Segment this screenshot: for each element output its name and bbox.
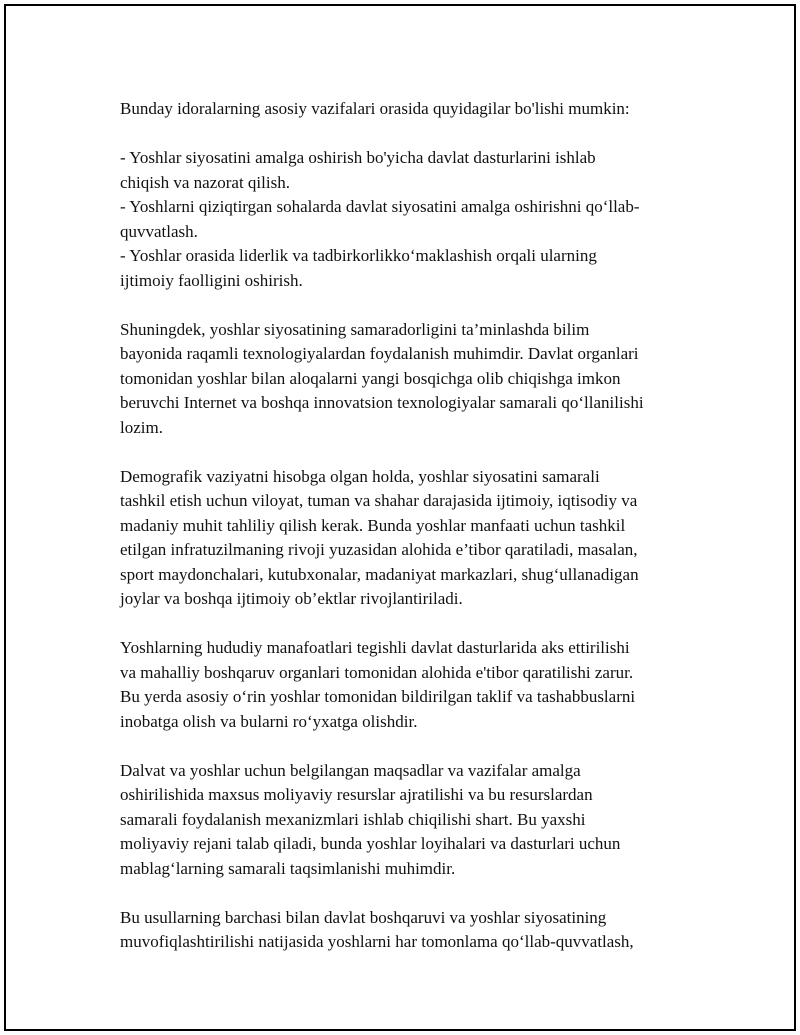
text-line: Yoshlarning hududiy manafoatlari tegishli davlat dasturlarida aks ettirilishi [120,638,630,657]
text-line: oshirilishida maxsus moliyaviy resurslar ajratilishi va bu resurslardan [120,785,593,804]
text-line: madaniy muhit tahliliy qilish kerak. Bunda yoshlar manfaati uchun tashkil [120,515,626,535]
text-line: joylar va boshqa ijtimoiy ob’ektlar rivojlantiriladi. [120,589,463,608]
paragraph-conclusion [120,906,700,955]
document-page [4,4,796,1031]
text-line: inobatga olish va bularni ro‘yxatga olishdir. [120,711,418,731]
text-line: quvvatlash. [120,221,198,241]
paragraph-digital-tech [120,318,700,441]
text-line: samarali foydalanish mexanizmlari ishlab chiqilishi shart. Bu yaxshi [120,809,586,829]
paragraph-task-list [120,146,700,293]
paragraph-regional-interests [120,636,700,734]
text-line: - Yoshlar orasida liderlik va tadbirkorlikko‘maklashish orqali ularning [120,246,597,265]
text-line: tashkil etish uchun viloyat, tuman va shahar darajasida ijtimoiy, iqtisodiy va [120,491,638,510]
paragraph-financing [120,759,700,882]
paragraph-intro [120,97,700,122]
document-body [120,97,700,979]
paragraph-demographics [120,465,700,612]
text-line: sport maydonchalari, kutubxonalar, madaniyat markazlari, shug‘ullanadigan [120,564,639,584]
text-line: - Yoshlar siyosatini amalga oshirish bo'yicha davlat dasturlarini ishlab [120,148,596,167]
text-line: mablag‘larning samarali taqsimlanishi muhimdir. [120,858,456,878]
text-line: muvofiqlashtirilishi natijasida yoshlarni har tomonlama qo‘llab-quvvatlash, [120,932,634,951]
text-line: - Yoshlarni qiziqtirgan sohalarda davlat siyosatini amalga oshirishni qo‘llab- [120,197,640,216]
text-line: Shuningdek, yoshlar siyosatining samaradorligini ta’minlashda bilim [120,319,590,339]
text-line: bayonida raqamli texnologiyalardan foydalanish muhimdir. Davlat organlari [120,344,639,363]
text-line: chiqish va nazorat qilish. [120,172,290,192]
text-line: ijtimoiy faolligini oshirish. [120,270,303,290]
text-line: va mahalliy boshqaruv organlari tomonidan alohida e'tibor qaratilishi zarur. [120,662,634,682]
text-line: lozim. [120,417,163,437]
text-line: etilgan infratuzilmaning rivoji yuzasidan alohida e’tibor qaratiladi, masalan, [120,540,638,559]
text-line: Bu yerda asosiy o‘rin yoshlar tomonidan bildirilgan taklif va tashabbuslarni [120,687,636,706]
text-line: moliyaviy rejani talab qiladi, bunda yoshlar loyihalari va dasturlari uchun [120,834,621,853]
text-line: tomonidan yoshlar bilan aloqalarni yangi bosqichga olib chiqishga imkon [120,368,621,388]
text-line: beruvchi Internet va boshqa innovatsion texnologiyalar samarali qo‘llanilishi [120,393,644,412]
text-line: Demografik vaziyatni hisobga olgan holda, yoshlar siyosatini samarali [120,466,600,486]
text-line: Bunday idoralarning asosiy vazifalari orasida quyidagilar bo'lishi mumkin: [120,99,630,118]
text-line: Dalvat va yoshlar uchun belgilangan maqsadlar va vazifalar amalga [120,760,581,780]
text-line: Bu usullarning barchasi bilan davlat boshqaruvi va yoshlar siyosatining [120,907,607,927]
